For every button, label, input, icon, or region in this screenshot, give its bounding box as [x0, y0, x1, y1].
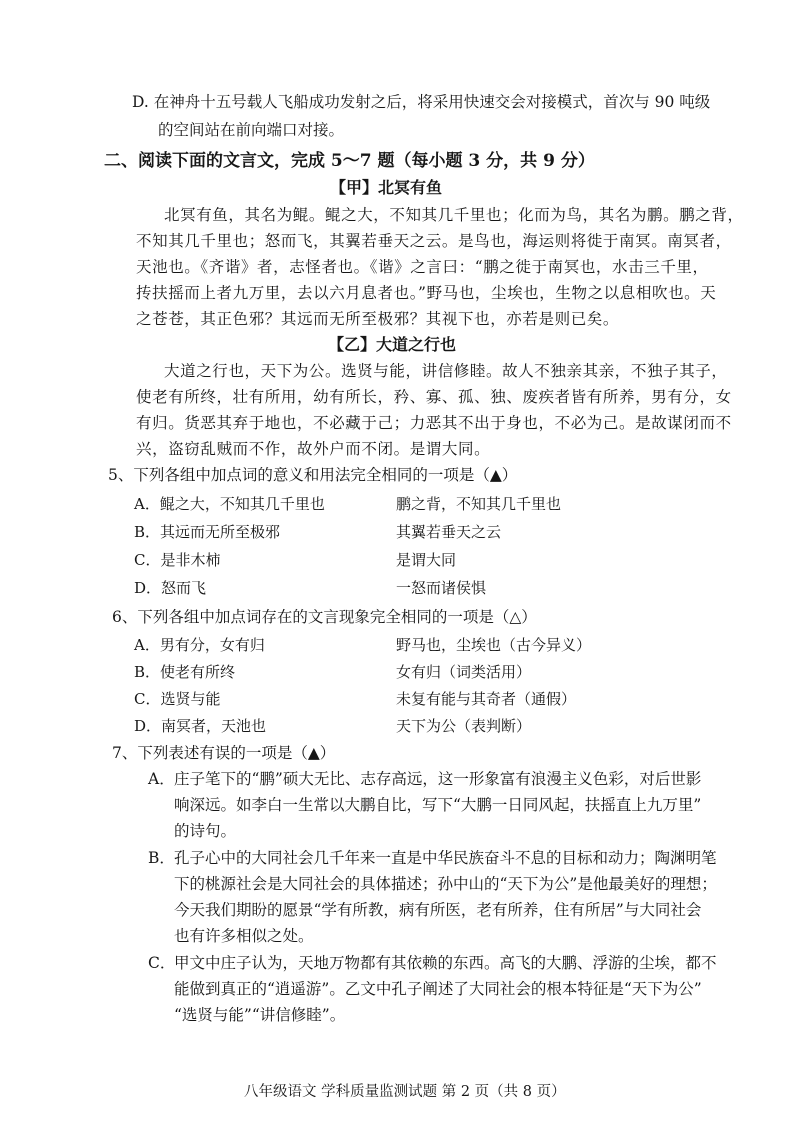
q7-option-line: 响深远。如李白一生常以大鹏自比，写下“大鹏一日同风起，扶摇直上九万里” — [174, 796, 702, 814]
page-footer: 八年级语文 学科质量监测试题 第 2 页（共 8 页） — [244, 1084, 566, 1100]
q7-option-line: 今天我们期盼的愿景“学有所教，病有所医，老有所养，住有所居”与大同社会 — [174, 901, 702, 919]
q7-option-line: 下的桃源社会是大同社会的具体描述；孙中山的“天下为公”是他最美好的理想； — [174, 875, 717, 893]
q6-option-left: C．选贤与能 — [134, 690, 221, 708]
q5-option-right: 其翼若垂天之云 — [396, 523, 502, 541]
q5-option-right: 是谓大同 — [396, 551, 457, 569]
passage-yi-line: 兴，盗窃乱贼而不作，故外户而不闭。是谓大同。 — [136, 440, 491, 458]
section-title: 二、阅读下面的文言文，完成 5～7 题（每小题 3 分，共 9 分） — [104, 151, 595, 171]
q5-option-right: 一怒而诸侯惧 — [396, 579, 487, 597]
q5-option-left: D．怒而飞 — [134, 579, 207, 597]
q5-option-left: C．是非木柿 — [134, 551, 221, 569]
q7-option-line: 庄子笔下的“鹏”硕大无比、志存高远，这一形象富有浪漫主义色彩，对后世影 — [174, 770, 702, 788]
passage-jia-line: 之苍苍，其正色邪？其远而无所至极邪？其视下也，亦若是则已矣。 — [136, 310, 620, 328]
q6-option-right: 天下为公（表判断） — [396, 717, 532, 735]
q6-stem: 6、下列各组中加点词存在的文言现象完全相同的一项是（△） — [112, 608, 537, 626]
passage-yi-line: 大道之行也，天下为公。选贤与能，讲信修睦。故人不独亲其亲，不独子其子， — [164, 362, 728, 380]
q5-option-left: A．鲲之大，不知其几千里也 — [134, 495, 325, 513]
q7-option-label: C． — [148, 954, 176, 972]
passage-jia-line: 不知其几千里也；怒而飞，其翼若垂天之云。是鸟也，海运则将徙于南冥。南冥者， — [136, 232, 732, 250]
q6-option-right: 野马也，尘埃也（古今异义） — [396, 636, 592, 654]
passage-yi-title: 【乙】大道之行也 — [328, 335, 457, 354]
q7-stem: 7、下列表述有误的一项是（▲） — [112, 744, 336, 762]
passage-yi-line: 使老有所终，壮有所用，幼有所长，矜、寡、孤、独、废疾者皆有所养，男有分，女 — [136, 388, 732, 406]
q7-option-label: A． — [148, 770, 175, 788]
q7-option-line: 的诗句。 — [174, 822, 237, 840]
q7-option-line: “选贤与能”“讲信修睦”。 — [174, 1006, 346, 1024]
q7-option-line: 能做到真正的“逍遥游”。乙文中孔子阐述了大同社会的根本特征是“天下为公” — [174, 980, 702, 998]
q5-option-left: B．其远而无所至极邪 — [134, 523, 281, 541]
q7-option-line: 甲文中庄子认为，天地万物都有其依赖的东西。高飞的大鹏、浮游的尘埃，都不 — [174, 954, 717, 972]
passage-jia-line: 抟扶摇而上者九万里，去以六月息者也。”野马也，尘埃也，生物之以息相吹也。天 — [136, 284, 717, 302]
q5-option-right: 鹏之背，不知其几千里也 — [396, 495, 562, 513]
q6-option-left: B．使老有所终 — [134, 663, 236, 681]
q6-option-left: A．男有分，女有归 — [134, 636, 265, 654]
q7-option-line: 也有许多相似之处。 — [174, 927, 314, 945]
q7-option-label: B． — [148, 849, 175, 867]
q6-option-right: 女有归（词类活用） — [396, 663, 532, 681]
passage-jia-line: 天池也。《齐谐》者，志怪者也。《谐》之言曰：“鹏之徙于南冥也，水击三千里， — [136, 258, 709, 276]
q4-option-d-line-1: D. 在神舟十五号载人飞船成功发射之后，将采用快速交会对接模式，首次与 90 吨级 — [132, 93, 711, 111]
q7-option-line: 孔子心中的大同社会几千年来一直是中华民族奋斗不息的目标和动力；陶渊明笔 — [174, 849, 717, 867]
q4-option-d-line-2: 的空间站在前向端口对接。 — [158, 121, 345, 139]
q6-option-left: D．南冥者，天池也 — [134, 717, 267, 735]
passage-jia-title: 【甲】北冥有鱼 — [330, 178, 443, 197]
passage-jia-line: 北冥有鱼，其名为鲲。鲲之大，不知其几千里也；化而为鸟，其名为鹏。鹏之背， — [164, 206, 744, 224]
passage-yi-line: 有归。货恶其弃于地也，不必藏于己；力恶其不出于身也，不必为己。是故谋闭而不 — [136, 414, 732, 432]
q6-option-right: 未复有能与其奇者（通假） — [396, 690, 577, 708]
q5-stem: 5、下列各组中加点词的意义和用法完全相同的一项是（▲） — [108, 466, 518, 484]
